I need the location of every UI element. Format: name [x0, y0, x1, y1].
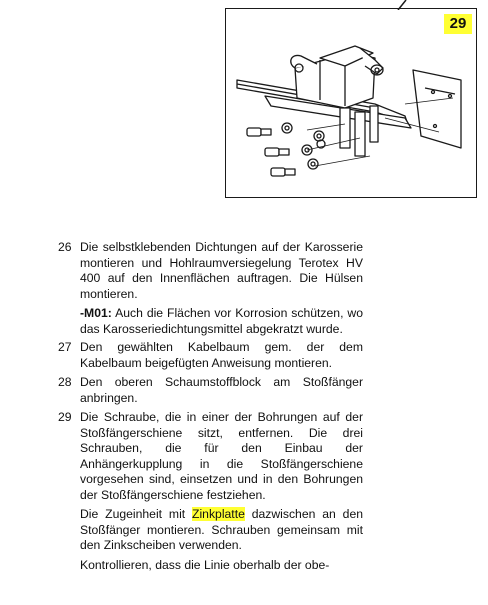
step-number: 28 — [58, 375, 72, 389]
step-26 — [58, 240, 363, 302]
step-27 — [58, 340, 363, 371]
step-text: Die selbstklebenden Dichtungen auf der Karosserie montieren und Hohlraumversiegelung Terotex HV 400 auf den Innenflächen auftragen. Die Hülsen montieren. — [80, 240, 363, 301]
highlighted-term: Zinkplatte — [192, 507, 245, 521]
step-number: 26 — [58, 240, 72, 254]
step-28 — [58, 375, 363, 406]
note-label: -M01: — [80, 306, 112, 320]
figure-number-badge: 29 — [444, 14, 472, 34]
tow-bar-mounting-illustration — [225, 8, 477, 198]
step-text: Die Schraube, die in einer der Bohrungen auf der Stoßfängerschiene sitzt, entfernen. Die drei Schrauben, die für den Einbau der Anhängerkupplung in die Stoßfängerschiene vorgesehen sind, einsetzen und in den Bohrungen der Stoßfängerschiene festziehen. — [80, 410, 363, 502]
step-text: Den oberen Schaumstoffblock am Stoßfänger anbringen. — [80, 375, 363, 405]
instruction-steps — [58, 240, 363, 576]
step-29-paragraph-3: Kontrollieren, dass die Linie oberhalb der obe- — [80, 557, 330, 572]
step-29 — [58, 410, 363, 503]
note-text: Auch die Flächen vor Korrosion schützen, wo das Karosseriedichtungsmittel abgekratzt wurde. — [80, 306, 363, 336]
step-text: Den gewählten Kabelbaum gem. der dem Kabelbaum beigefügten Anweisung montieren. — [80, 340, 363, 370]
step-number: 29 — [58, 410, 72, 424]
step-26-note — [80, 306, 363, 337]
step-number: 27 — [58, 340, 72, 354]
step-29-paragraph-2: Die Zugeinheit mit Zinkplatte dazwischen an den Stoßfänger montieren. Schrauben gemeinsam mit den Zinkscheiben verwenden. — [80, 507, 363, 552]
